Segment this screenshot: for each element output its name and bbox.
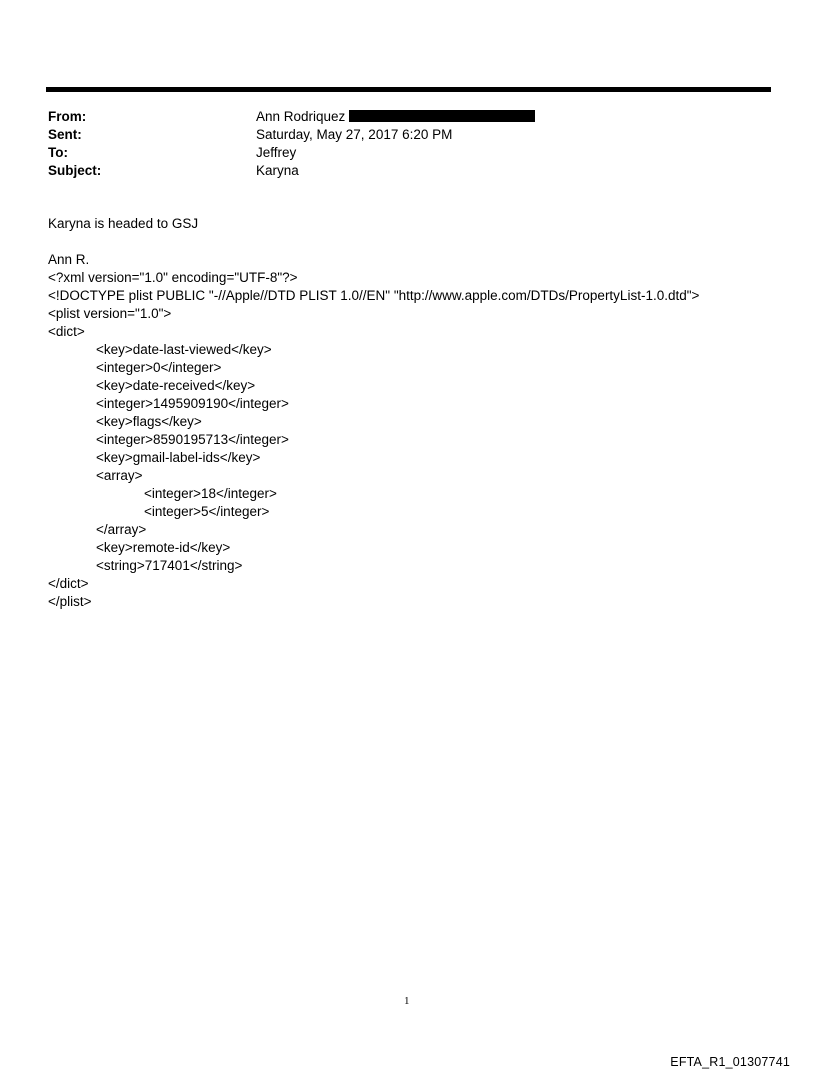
sent-value: Saturday, May 27, 2017 6:20 PM bbox=[256, 127, 453, 142]
header-divider bbox=[46, 87, 771, 92]
to-label: To: bbox=[48, 145, 68, 160]
subject-label: Subject: bbox=[48, 163, 102, 178]
plist-line: <string>717401</string> bbox=[96, 558, 243, 573]
plist-line: <integer>8590195713</integer> bbox=[96, 432, 289, 447]
plist-line: <dict> bbox=[48, 324, 85, 339]
plist-line: <key>remote-id</key> bbox=[96, 540, 231, 555]
message-text: Karyna is headed to GSJ bbox=[48, 216, 199, 231]
email-body bbox=[48, 215, 788, 611]
plist-line: <integer>0</integer> bbox=[96, 360, 222, 375]
plist-line: <?xml version="1.0" encoding="UTF-8"?> bbox=[48, 270, 298, 285]
plist-line: <integer>18</integer> bbox=[144, 486, 277, 501]
plist-line: </dict> bbox=[48, 576, 89, 591]
plist-line: <!DOCTYPE plist PUBLIC "-//Apple//DTD PLIST 1.0//EN" "http://www.apple.com/DTDs/PropertyList-1.0.dtd"> bbox=[48, 288, 700, 303]
to-value: Jeffrey bbox=[256, 145, 297, 160]
bates-number: EFTA_R1_01307741 bbox=[670, 1055, 790, 1069]
plist-line: </plist> bbox=[48, 594, 92, 609]
sender-name: Ann Rodriquez bbox=[256, 109, 346, 124]
plist-line: <key>gmail-label-ids</key> bbox=[96, 450, 261, 465]
sent-label: Sent: bbox=[48, 127, 82, 142]
subject-row bbox=[48, 162, 768, 180]
plist-line: <key>date-last-viewed</key> bbox=[96, 342, 272, 357]
plist-line: <array> bbox=[96, 468, 143, 483]
plist-line: </array> bbox=[96, 522, 147, 537]
from-label: From: bbox=[48, 109, 87, 124]
sent-row bbox=[48, 126, 768, 144]
to-row bbox=[48, 144, 768, 162]
plist-line: <plist version="1.0"> bbox=[48, 306, 172, 321]
plist-line: <integer>5</integer> bbox=[144, 504, 270, 519]
plist-line: <key>flags</key> bbox=[96, 414, 202, 429]
redaction-bar bbox=[349, 110, 535, 122]
signature: Ann R. bbox=[48, 252, 90, 267]
page-number: 1 bbox=[404, 995, 410, 1007]
from-value bbox=[256, 108, 535, 126]
plist-line: <key>date-received</key> bbox=[96, 378, 256, 393]
email-header bbox=[48, 108, 768, 180]
from-row bbox=[48, 108, 768, 126]
subject-value: Karyna bbox=[256, 163, 299, 178]
plist-line: <integer>1495909190</integer> bbox=[96, 396, 289, 411]
